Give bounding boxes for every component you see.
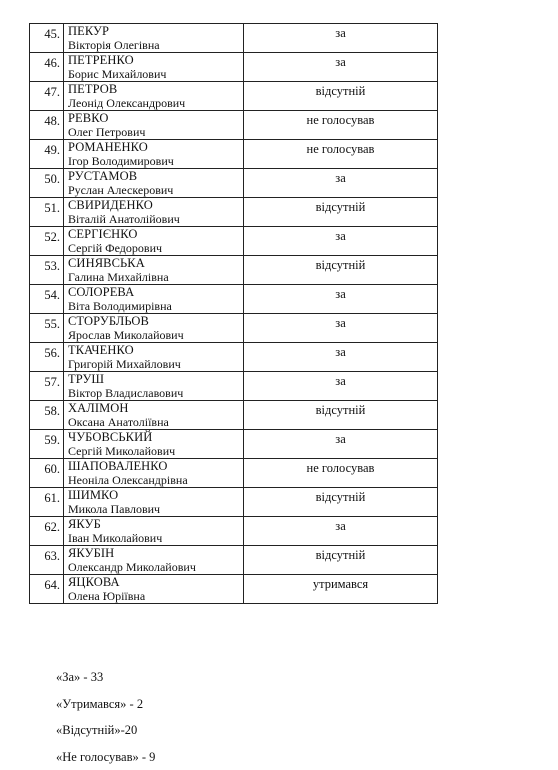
deputy-surname: РОМАНЕНКО xyxy=(68,141,243,155)
table-row xyxy=(30,285,438,314)
deputy-given-names: Руслан Алескерович xyxy=(68,184,243,198)
table-row xyxy=(30,546,438,575)
row-number: 47. xyxy=(30,82,64,111)
row-number: 62. xyxy=(30,517,64,546)
row-number: 51. xyxy=(30,198,64,227)
vote-result: не голосував xyxy=(244,459,438,488)
deputy-surname: ПЕКУР xyxy=(68,25,243,39)
vote-result: за xyxy=(244,430,438,459)
deputy-given-names: Борис Михайлович xyxy=(68,68,243,82)
deputy-name-cell xyxy=(64,314,244,343)
summary-utrymavsia: «Утримався» - 2 xyxy=(56,691,155,718)
row-number: 46. xyxy=(30,53,64,82)
deputy-name-cell xyxy=(64,343,244,372)
deputy-name-cell xyxy=(64,24,244,53)
vote-summary xyxy=(56,664,155,770)
deputy-given-names: Олена Юріївна xyxy=(68,590,243,604)
row-number: 63. xyxy=(30,546,64,575)
deputy-given-names: Галина Михайлівна xyxy=(68,271,243,285)
deputy-given-names: Григорій Михайлович xyxy=(68,358,243,372)
deputy-given-names: Ярослав Миколайович xyxy=(68,329,243,343)
deputy-given-names: Ігор Володимирович xyxy=(68,155,243,169)
table-row xyxy=(30,140,438,169)
deputy-surname: ПЕТРОВ xyxy=(68,83,243,97)
deputy-surname: РУСТАМОВ xyxy=(68,170,243,184)
row-number: 54. xyxy=(30,285,64,314)
deputy-surname: СТОРУБЛЬОВ xyxy=(68,315,243,329)
table-row xyxy=(30,169,438,198)
summary-ne-holosuvav: «Не голосував» - 9 xyxy=(56,744,155,770)
vote-result: відсутній xyxy=(244,401,438,430)
deputy-surname: ЯКУБІН xyxy=(68,547,243,561)
vote-result: за xyxy=(244,24,438,53)
deputy-surname: ПЕТРЕНКО xyxy=(68,54,243,68)
deputy-surname: ШИМКО xyxy=(68,489,243,503)
row-number: 45. xyxy=(30,24,64,53)
row-number: 53. xyxy=(30,256,64,285)
deputy-name-cell xyxy=(64,546,244,575)
deputy-given-names: Іван Миколайович xyxy=(68,532,243,546)
deputy-name-cell xyxy=(64,169,244,198)
row-number: 49. xyxy=(30,140,64,169)
row-number: 61. xyxy=(30,488,64,517)
row-number: 59. xyxy=(30,430,64,459)
table-row xyxy=(30,459,438,488)
deputy-name-cell xyxy=(64,372,244,401)
deputy-name-cell xyxy=(64,401,244,430)
row-number: 48. xyxy=(30,111,64,140)
summary-vidsutnii: «Відсутній»-20 xyxy=(56,717,155,744)
deputy-surname: ЯКУБ xyxy=(68,518,243,532)
deputy-surname: СИНЯВСЬКА xyxy=(68,257,243,271)
table-row xyxy=(30,256,438,285)
vote-result: за xyxy=(244,285,438,314)
deputy-given-names: Вікторія Олегівна xyxy=(68,39,243,53)
table-row xyxy=(30,198,438,227)
table-row xyxy=(30,372,438,401)
deputy-name-cell xyxy=(64,488,244,517)
vote-result: за xyxy=(244,227,438,256)
vote-result: відсутній xyxy=(244,198,438,227)
row-number: 52. xyxy=(30,227,64,256)
row-number: 64. xyxy=(30,575,64,604)
summary-za: «За» - 33 xyxy=(56,664,155,691)
table-row xyxy=(30,24,438,53)
deputy-name-cell xyxy=(64,198,244,227)
vote-result: за xyxy=(244,53,438,82)
table-row xyxy=(30,111,438,140)
deputy-given-names: Сергій Миколайович xyxy=(68,445,243,459)
deputy-name-cell xyxy=(64,53,244,82)
vote-result: не голосував xyxy=(244,140,438,169)
table-row xyxy=(30,575,438,604)
table-row xyxy=(30,343,438,372)
row-number: 60. xyxy=(30,459,64,488)
vote-results-table xyxy=(29,23,438,604)
deputy-given-names: Віталій Анатолійович xyxy=(68,213,243,227)
table-row xyxy=(30,430,438,459)
vote-result: за xyxy=(244,169,438,198)
deputy-name-cell xyxy=(64,256,244,285)
deputy-name-cell xyxy=(64,285,244,314)
deputy-name-cell xyxy=(64,575,244,604)
vote-result: за xyxy=(244,517,438,546)
vote-result: відсутній xyxy=(244,82,438,111)
deputy-surname: СЕРГІЄНКО xyxy=(68,228,243,242)
deputy-name-cell xyxy=(64,140,244,169)
deputy-given-names: Сергій Федорович xyxy=(68,242,243,256)
deputy-given-names: Оксана Анатоліївна xyxy=(68,416,243,430)
vote-result: за xyxy=(244,314,438,343)
vote-result: утримався xyxy=(244,575,438,604)
vote-result: відсутній xyxy=(244,256,438,285)
vote-result: за xyxy=(244,372,438,401)
row-number: 50. xyxy=(30,169,64,198)
row-number: 55. xyxy=(30,314,64,343)
deputy-surname: СВИРИДЕНКО xyxy=(68,199,243,213)
deputy-name-cell xyxy=(64,111,244,140)
deputy-surname: РЕВКО xyxy=(68,112,243,126)
table-row xyxy=(30,82,438,111)
deputy-surname: ЧУБОВСЬКИЙ xyxy=(68,431,243,445)
deputy-surname: ХАЛІМОН xyxy=(68,402,243,416)
table-row xyxy=(30,488,438,517)
table-row xyxy=(30,53,438,82)
deputy-given-names: Віта Володимирівна xyxy=(68,300,243,314)
vote-result: за xyxy=(244,343,438,372)
deputy-given-names: Леонід Олександрович xyxy=(68,97,243,111)
deputy-surname: ТКАЧЕНКО xyxy=(68,344,243,358)
deputy-given-names: Олександр Миколайович xyxy=(68,561,243,575)
vote-result: відсутній xyxy=(244,546,438,575)
table-row xyxy=(30,401,438,430)
deputy-given-names: Віктор Владиславович xyxy=(68,387,243,401)
deputy-given-names: Неоніла Олександрівна xyxy=(68,474,243,488)
row-number: 57. xyxy=(30,372,64,401)
deputy-name-cell xyxy=(64,82,244,111)
deputy-surname: ЯЦКОВА xyxy=(68,576,243,590)
deputy-surname: СОЛОРЕВА xyxy=(68,286,243,300)
deputy-name-cell xyxy=(64,459,244,488)
vote-result: відсутній xyxy=(244,488,438,517)
deputy-surname: ШАПОВАЛЕНКО xyxy=(68,460,243,474)
deputy-name-cell xyxy=(64,430,244,459)
vote-rows xyxy=(30,24,438,604)
deputy-name-cell xyxy=(64,517,244,546)
vote-result: не голосував xyxy=(244,111,438,140)
row-number: 58. xyxy=(30,401,64,430)
row-number: 56. xyxy=(30,343,64,372)
deputy-given-names: Олег Петрович xyxy=(68,126,243,140)
table-row xyxy=(30,314,438,343)
table-row xyxy=(30,517,438,546)
deputy-name-cell xyxy=(64,227,244,256)
deputy-surname: ТРУШ xyxy=(68,373,243,387)
deputy-given-names: Микола Павлович xyxy=(68,503,243,517)
table-row xyxy=(30,227,438,256)
